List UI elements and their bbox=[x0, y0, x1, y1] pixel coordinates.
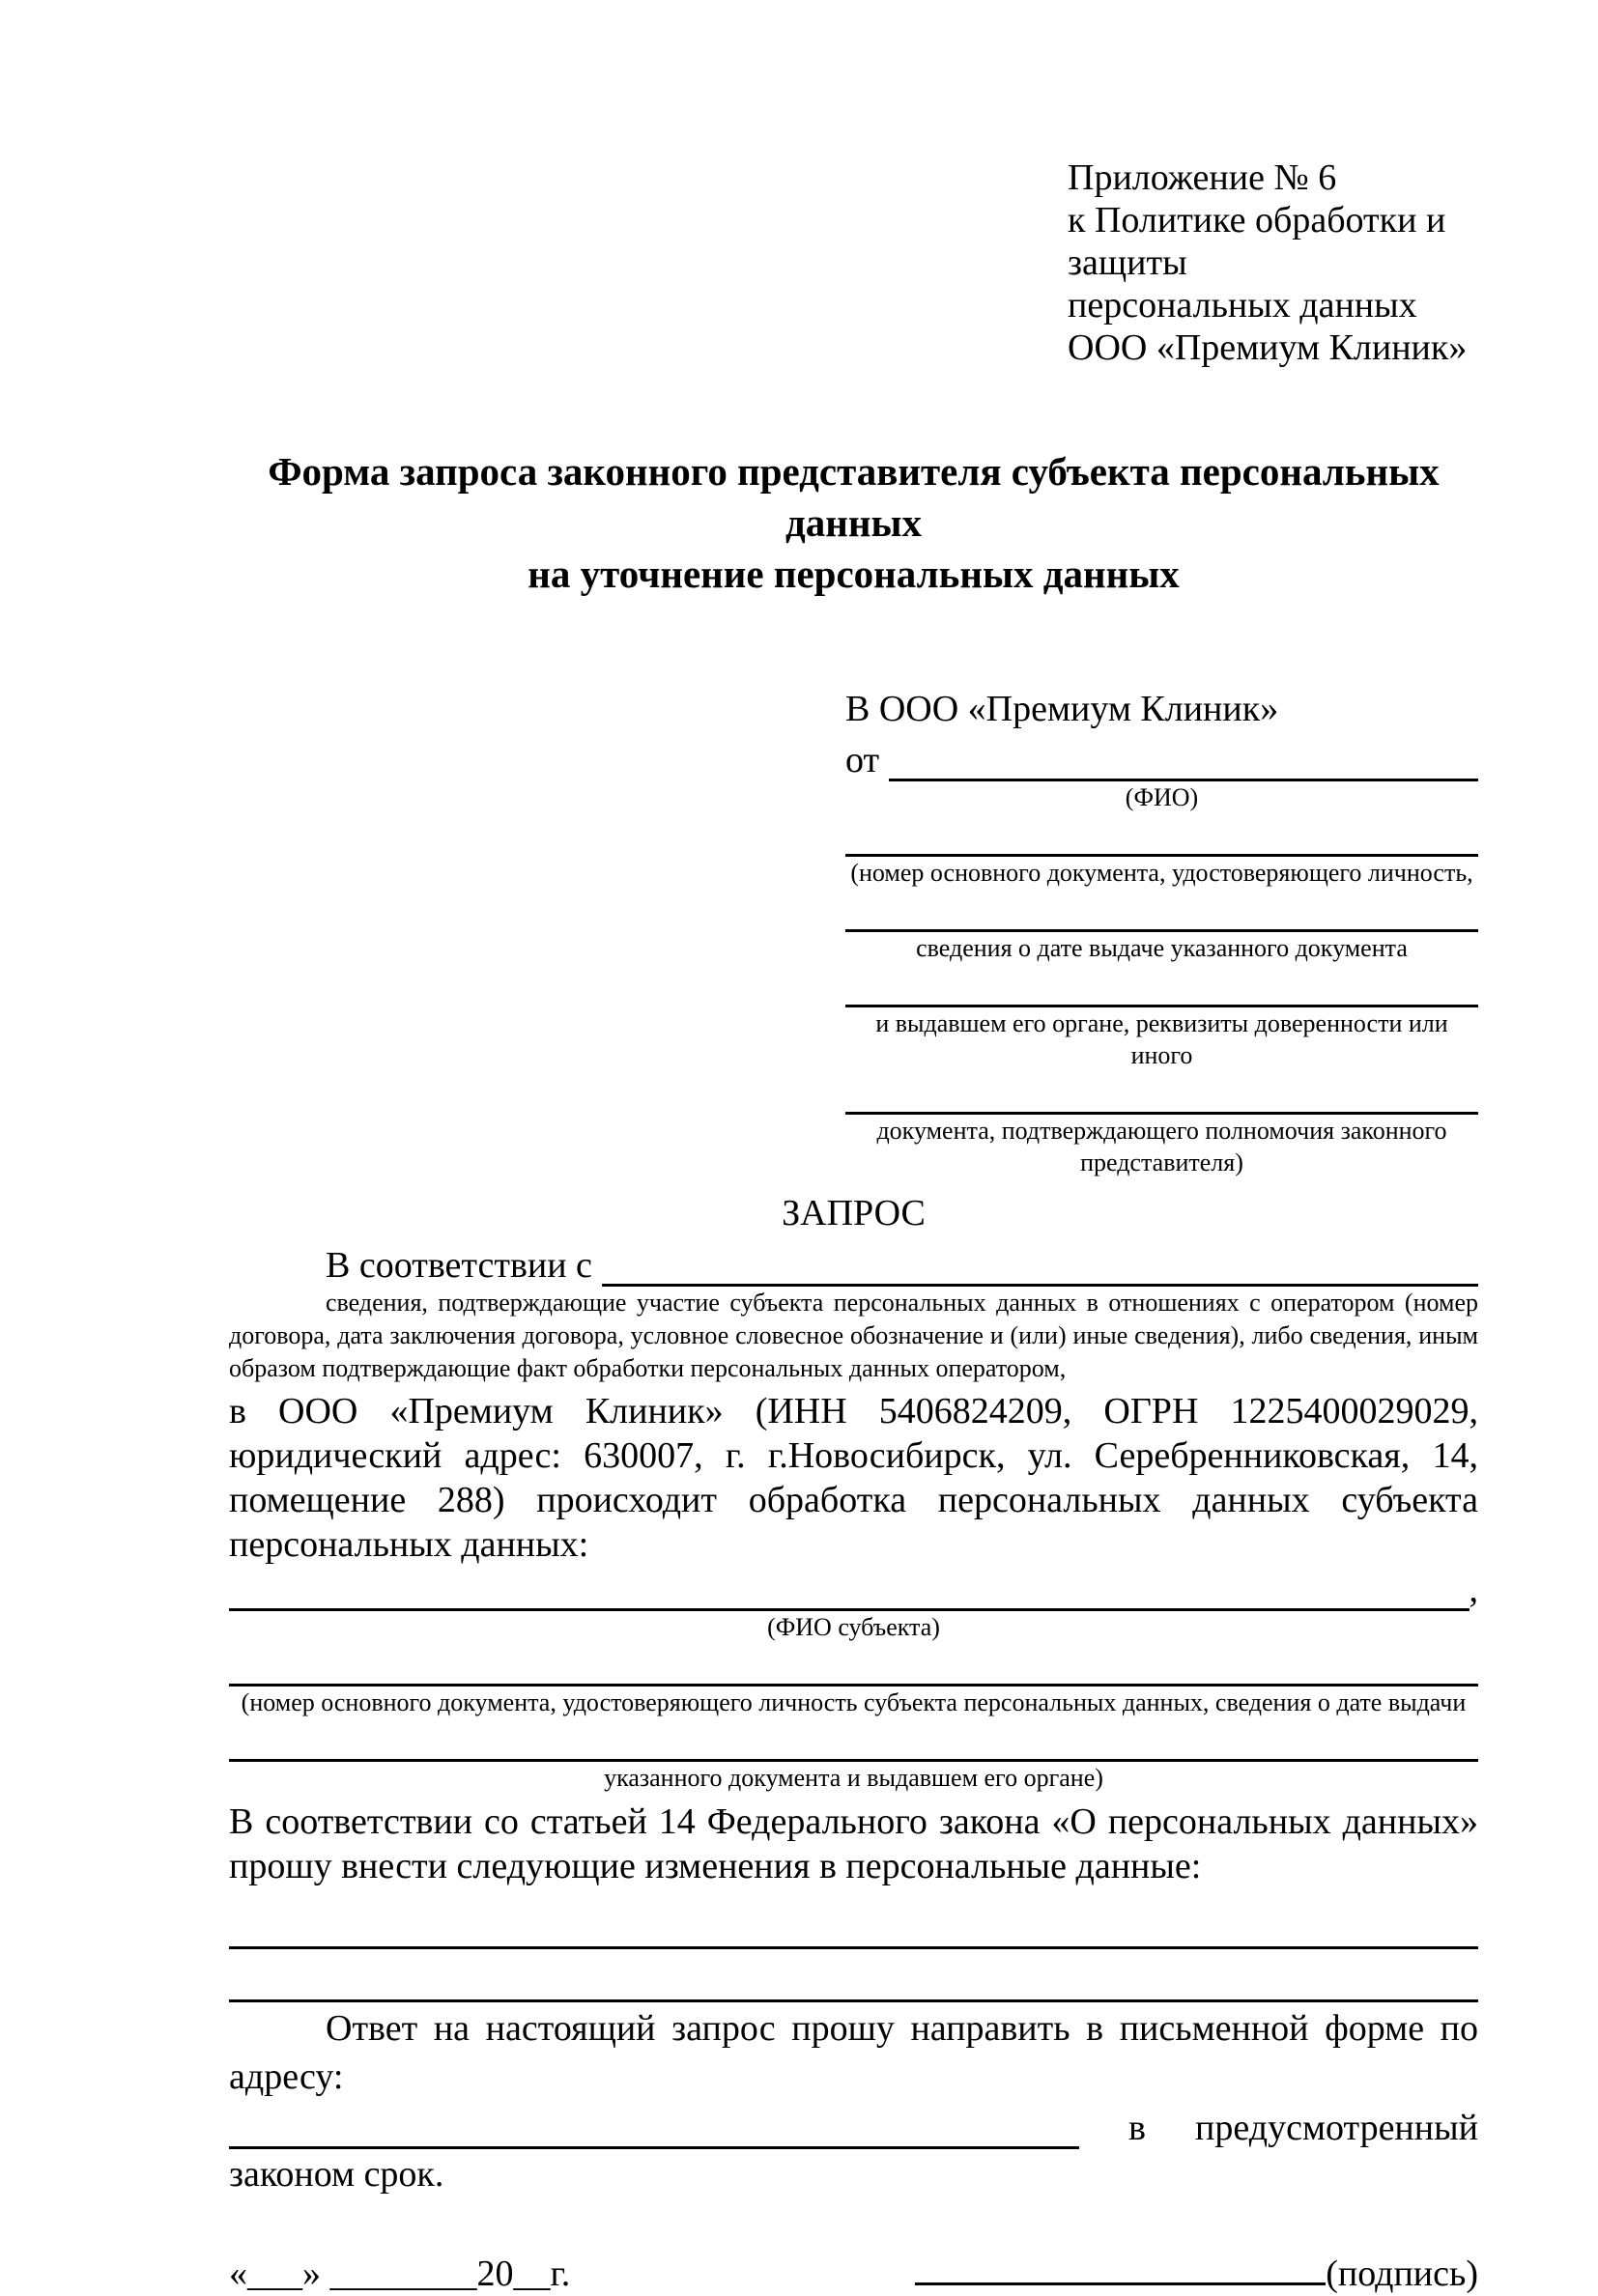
subject-fio-row bbox=[229, 1567, 1478, 1611]
date-signature-row bbox=[229, 2250, 1478, 2295]
answer-intro-text: Ответ на настоящий запрос прошу направить в письменной форме по адресу: bbox=[229, 2008, 1478, 2098]
appendix-block bbox=[1068, 156, 1478, 369]
intro-blank-line bbox=[602, 1242, 1478, 1287]
answer-word: в bbox=[1128, 2108, 1146, 2148]
blank-line bbox=[845, 1071, 1478, 1115]
line-caption: сведения о дате выдаче указанного документа bbox=[916, 934, 1408, 962]
blank-line bbox=[845, 889, 1478, 932]
subject-doc-blank-line bbox=[229, 1643, 1478, 1687]
law-paragraph: В соответствии со статьей 14 Федерального закона «О персональных данных» прошу внести следующие изменения в персональные данные: bbox=[229, 1801, 1478, 1887]
answer-intro-line bbox=[229, 2004, 1478, 2101]
changes-blank-line bbox=[229, 1904, 1478, 1949]
paragraph-indent bbox=[229, 1242, 326, 1287]
addressee-to: В ООО «Премиум Клиник» bbox=[845, 689, 1279, 729]
blank-line bbox=[845, 964, 1478, 1007]
request-heading: ЗАПРОС bbox=[782, 1193, 926, 1233]
signature-group bbox=[915, 2250, 1478, 2295]
date-blank: «___» ________20__г. bbox=[229, 2253, 571, 2295]
fio-caption: (ФИО) bbox=[1125, 783, 1199, 811]
page-title bbox=[229, 446, 1478, 600]
answer-word: предусмотренный bbox=[1195, 2108, 1478, 2148]
operator-paragraph: в ООО «Премиум Клиник» (ИНН 5406824209, ОГРН 1225400029029, юридический адрес: 630007, г. г.Новосибирск, ул. Серебренниковская, 14, помещение 288) происходит обработка персональных данных субъекта персональных данных: bbox=[229, 1391, 1478, 1566]
subject-doc-blank-line bbox=[229, 1718, 1478, 1762]
blank-line bbox=[845, 813, 1478, 857]
line-caption: (номер основного документа, удостоверяющего личность, bbox=[850, 859, 1473, 887]
page-title-line: Форма запроса законного представителя субъекта персональных данных bbox=[268, 449, 1440, 545]
line-caption: и выдавшем его органе, реквизиты доверенности или иного bbox=[875, 1009, 1448, 1069]
answer-address-line bbox=[229, 2101, 1478, 2149]
line-caption: документа, подтверждающего полномочия законного представителя) bbox=[876, 1117, 1447, 1176]
subject-fio-caption: (ФИО субъекта) bbox=[767, 1613, 940, 1642]
answer-tail: законом срок. bbox=[229, 2154, 444, 2196]
intro-footnote: сведения, подтверждающие участие субъекта персональных данных в отношениях с оператором (номер договора, дата заключения договора, условное словесное обозначение и (или) иные сведения), либо сведения, иным образом подтверждающие факт обработки персональных данных оператором, bbox=[229, 1289, 1478, 1383]
intro-row bbox=[229, 1242, 1478, 1287]
appendix-line: персональных данных bbox=[1068, 285, 1417, 326]
from-label: от bbox=[845, 739, 880, 780]
appendix-line: к Политике обработки и защиты bbox=[1068, 200, 1446, 283]
appendix-line: ООО «Премиум Клиник» bbox=[1068, 327, 1468, 368]
subject-doc-caption: указанного документа и выдавшем его органе) bbox=[604, 1764, 1103, 1793]
signature-caption: (подпись) bbox=[1326, 2253, 1478, 2295]
subject-fio-comma: , bbox=[1469, 1570, 1478, 1610]
appendix-line: Приложение № 6 bbox=[1068, 157, 1337, 198]
representative-doc-group bbox=[845, 813, 1478, 1178]
page-title-line: на уточнение персональных данных bbox=[528, 552, 1180, 596]
addressee-block bbox=[845, 685, 1478, 1178]
from-blank-line bbox=[889, 733, 1478, 781]
changes-blank-line bbox=[229, 1955, 1478, 2002]
address-blank-line bbox=[229, 2101, 1079, 2149]
subject-doc-caption: (номер основного документа, удостоверяющего личность субъекта персональных данных, сведения о дате выдачи bbox=[241, 1688, 1467, 1717]
signature-blank-line bbox=[915, 2250, 1326, 2285]
intro-label: В соответствии с bbox=[326, 1245, 592, 1286]
from-row bbox=[845, 733, 1478, 781]
